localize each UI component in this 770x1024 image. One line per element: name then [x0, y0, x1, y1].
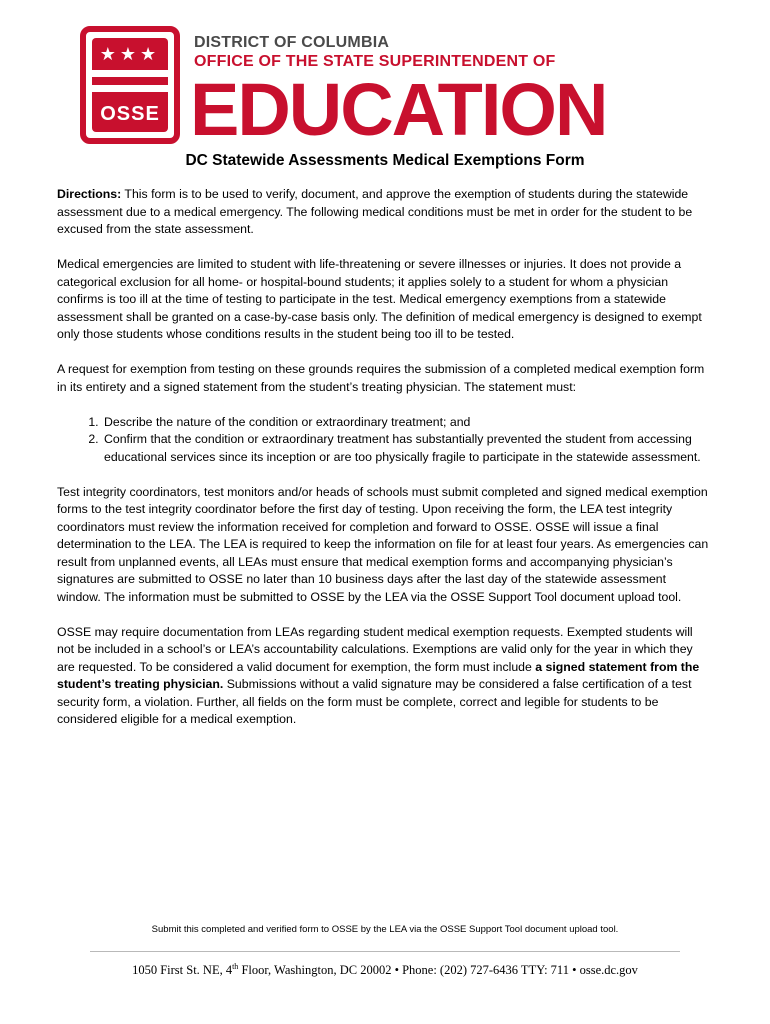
org-line-office: OFFICE OF THE STATE SUPERINTENDENT OF [194, 53, 556, 70]
submission-note: Submit this completed and verified form to OSSE by the LEA via the OSSE Support Tool document upload tool. [151, 924, 619, 935]
submission-process-paragraph: Test integrity coordinators, test monitors and/or heads of schools must submit completed and signed medical exemption forms to the test integrity coordinator before the first day of testing. Upon receiving the form, the LEA test integrity coordinators must review the information received for completion and forward to OSSE. OSSE will issue a final determination to the LEA. The LEA is required to keep the information on file for at least four years. As emergencies can result from unplanned events, all LEAs must ensure that medical exemption forms and accompanying physician’s signatures are submitted to OSSE no later than 10 business days after the last day of the statewide assessment window. The information must be submitted to OSSE by the LEA via the OSSE Support Tool document upload tool. [57, 484, 709, 604]
logo-stripe-1 [92, 70, 168, 77]
documentation-text-end: Submissions without a valid signature may be considered a false certification of a test security form, a violation. Further, all fields on the form must be complete, correct and legible for students to be considered eligible for a medical exemption. [57, 677, 692, 726]
org-line-district: DISTRICT OF COLUMBIA [194, 34, 390, 51]
directions-text: This form is to be used to verify, document, and approve the exemption of students during the statewide assessment due to a medical emergency. The following medical conditions must be met in order for the student to be excused from the state assessment. [57, 187, 693, 236]
footer-divider [90, 951, 680, 952]
logo-text: OSSE [100, 103, 160, 125]
directions-label: Directions: [57, 187, 122, 201]
org-education-wordmark: EDUCATION [190, 68, 607, 151]
logo-flag [92, 38, 168, 132]
medical-emergency-paragraph: Medical emergencies are limited to student with life-threatening or severe illnesses or injuries. It does not provide a categorical exclusion for all home- or hospital-bound students; it applies solely to a student for whom a physician confirms is too ill at the time of testing to participate in the test. Medical emergency exemptions from a statewide assessment shall be granted on a case-by-case basis only. The definition of medical emergency is designed to exempt only those students whose conditions results in the student being too ill to be tested. [57, 257, 702, 341]
signed-statement-emphasis: a signed statement from the student’s treating physician. [57, 659, 700, 691]
form-body [57, 186, 713, 746]
address-start: 1050 First St. NE, 4 [132, 963, 233, 978]
address-ordinal: th [232, 962, 239, 971]
documentation-text-start: OSSE may require documentation from LEAs regarding student medical exemption requests. Exempted students will not be included in a school’s or LEA’s accountability calculations. Exemptions are valid only for the year in which they are requested. To be considered a valid document for exemption, the form must include [57, 624, 693, 674]
logo-stripe-2 [92, 85, 168, 92]
osse-logo [80, 26, 180, 144]
letterhead [80, 26, 680, 150]
form-title: DC Statewide Assessments Medical Exemptions Form [185, 152, 585, 169]
list-item: 2. Confirm that the condition or extraordinary treatment has substantially prevented the student from accessing educational services since its inception or are too physically fragile to participate in the statewide assessment. [102, 431, 713, 466]
address-end: Floor, Washington, DC 20002 • Phone: (202) 727-6436 TTY: 711 • osse.dc.gov [238, 963, 638, 978]
exemption-request-paragraph: A request for exemption from testing on these grounds requires the submission of a completed medical exemption form in its entirety and a signed statement from the student’s treating physician. The statement must: [57, 362, 705, 394]
footer-address [0, 962, 770, 978]
documentation-paragraph [57, 624, 713, 729]
statement-requirements-list [57, 414, 713, 467]
logo-stars: ★★★ [99, 44, 161, 64]
directions-paragraph [57, 186, 713, 239]
list-item: 1. Describe the nature of the condition or extraordinary treatment; and [102, 414, 713, 432]
